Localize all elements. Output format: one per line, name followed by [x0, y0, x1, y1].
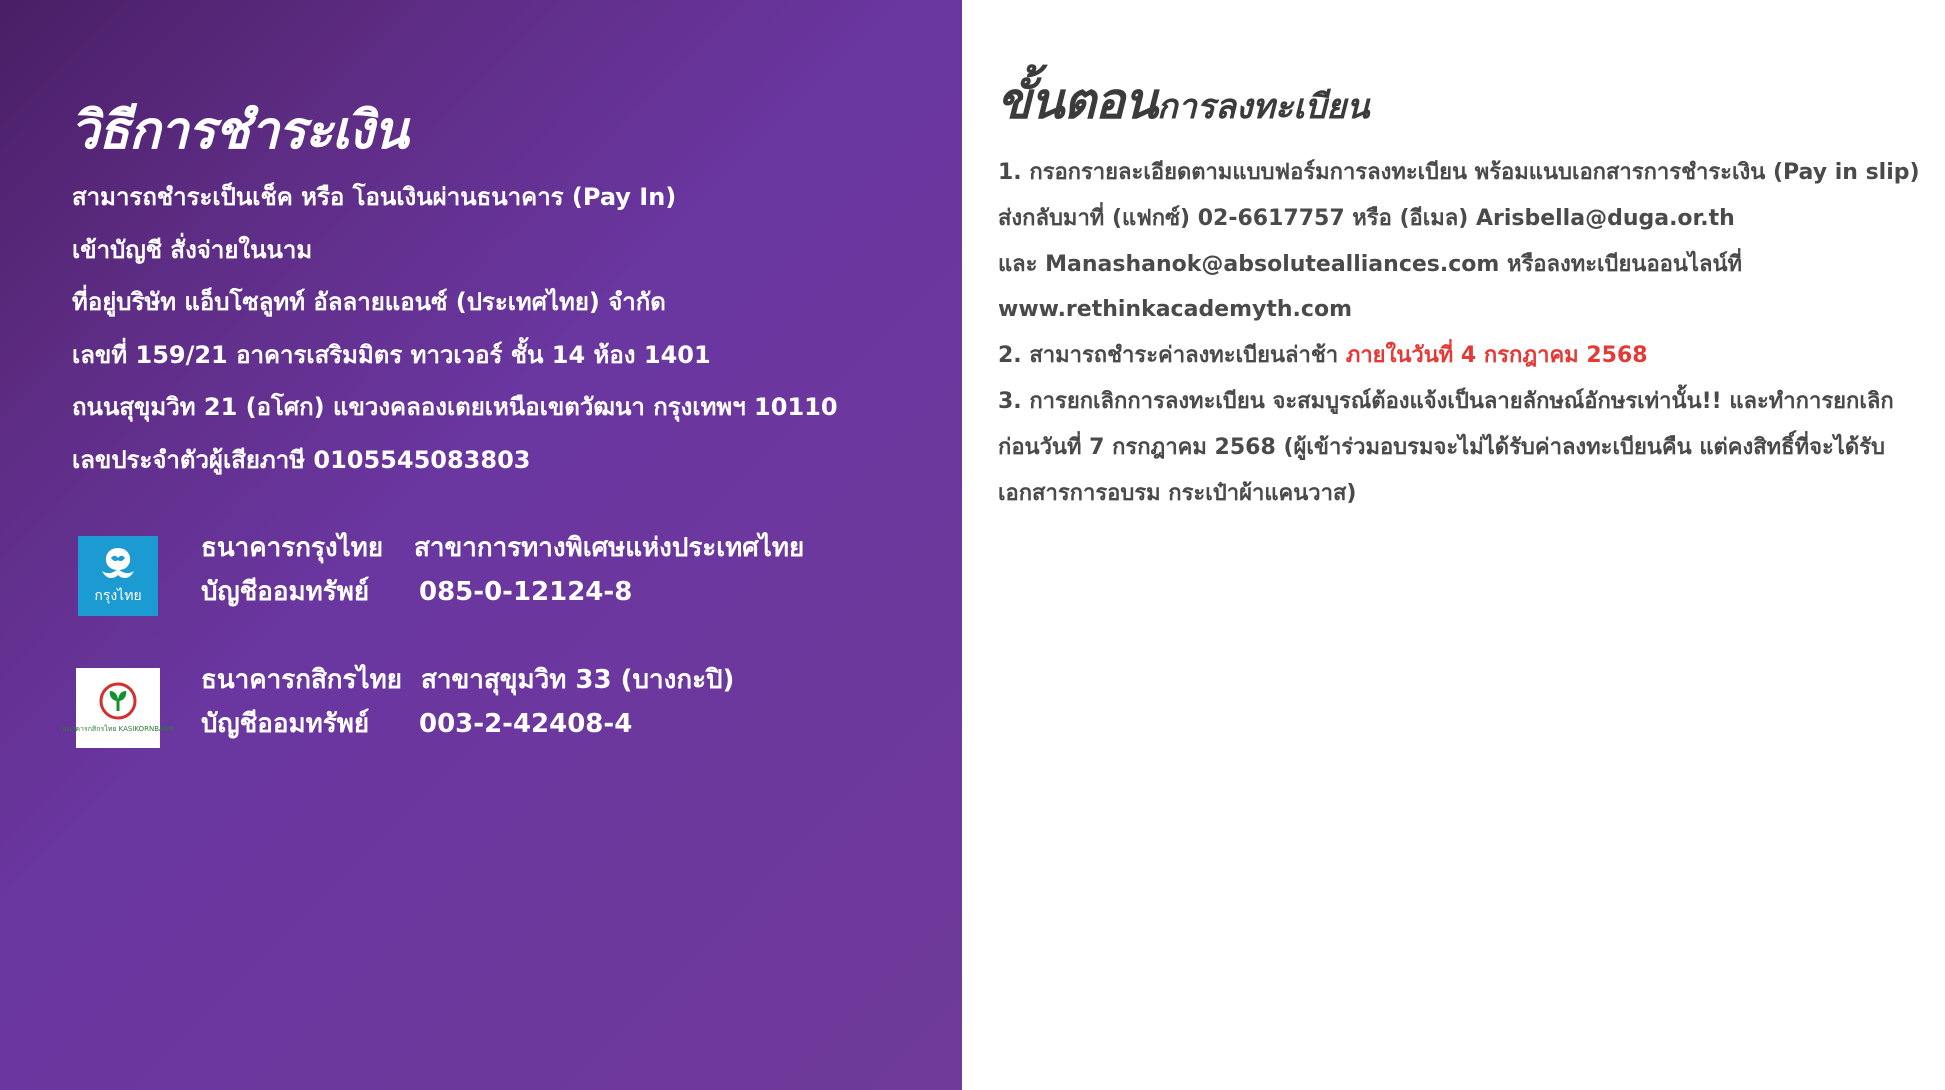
- ktb-logo-text: กรุงไทย: [94, 588, 142, 604]
- step-3-line-2: ก่อนวันที่ 7 กรกฎาคม 2568 (ผู้เข้าร่วมอบรมจะไม่ได้รับค่าลงทะเบียนคืน แต่คงสิทธิ์ที่จะได้รับ: [998, 434, 1885, 460]
- step-2-deadline: ภายในวันที่ 4 กรกฎาคม 2568: [1345, 343, 1648, 369]
- kbank-branch: สาขาสุขุมวิท 33 (บางกะปิ): [421, 665, 735, 695]
- kbank-logo-text: ธนาคารกสิกรไทย KASIKORNBANK: [62, 725, 174, 733]
- ktb-bank-name: ธนาคารกรุงไทย: [201, 533, 384, 563]
- kbank-logo-icon: [62, 668, 174, 748]
- payment-title: วิธีการชำระเงิน: [70, 101, 408, 161]
- payment-line-tax-id: เลขประจำตัวผู้เสียภาษี 0105545083803: [72, 445, 531, 474]
- step-1-website: www.rethinkacademyth.com: [998, 297, 1352, 323]
- bank-kbank: [62, 662, 928, 752]
- payment-line-method: สามารถชำระเป็นเช็ค หรือ โอนเงินผ่านธนาคาร (Pay In): [72, 183, 677, 211]
- payment-line-street: ถนนสุขุมวิท 21 (อโศก) แขวงคลองเตยเหนือเขตวัฒนา กรุงเทพฯ 10110: [72, 393, 838, 422]
- kbank-account-row: [201, 706, 633, 742]
- step-3-line-1: 3. การยกเลิกการลงทะเบียน จะสมบูรณ์ต้องแจ้งเป็นลายลักษณ์อักษรเท่านั้น!! และทำการยกเลิก: [998, 388, 1894, 414]
- registration-title-main: ขั้นตอน: [997, 72, 1158, 130]
- bank-ktb: [78, 530, 928, 620]
- ktb-branch: สาขาการทางพิเศษแห่งประเทศไทย: [414, 533, 805, 563]
- ktb-account-row: [201, 574, 633, 610]
- payment-line-account: เข้าบัญชี สั่งจ่ายในนาม: [72, 235, 313, 264]
- step-3-line-3: เอกสารการอบรม กระเป๋าผ้าแคนวาส): [998, 480, 1357, 506]
- step-2-text: 2. สามารถชำระค่าลงทะเบียนล่าช้า: [998, 343, 1346, 369]
- registration-title: [997, 62, 1369, 141]
- step-1-line-3: และ Manashanok@absolutealliances.com หรือลงทะเบียนออนไลน์ที่: [998, 251, 1743, 277]
- payment-line-company: ที่อยู่บริษัท แอ็บโซลูทท์ อัลลายแอนซ์ (ประเทศไทย) จำกัด: [72, 288, 666, 317]
- registration-steps: [998, 155, 1938, 521]
- ktb-name-row: [201, 530, 805, 566]
- payment-details: [72, 177, 838, 493]
- ktb-bird-icon: [98, 545, 138, 583]
- step-1-line-2: ส่งกลับมาที่ (แฟกซ์) 02-6617757 หรือ (อีเมล) Arisbella@duga.or.th: [998, 205, 1735, 231]
- kbank-account-type: บัญชีออมทรัพย์: [201, 709, 370, 739]
- payment-line-address: เลขที่ 159/21 อาคารเสริมมิตร ทาวเวอร์ ชั้น 14 ห้อง 1401: [72, 340, 711, 369]
- step-1-line-1: 1. กรอกรายละเอียดตามแบบฟอร์มการลงทะเบียน พร้อมแนบเอกสารการชำระเงิน (Pay in slip): [998, 160, 1920, 185]
- registration-title-sub: การลงทะเบียน: [1157, 87, 1370, 127]
- ktb-logo-icon: [78, 536, 158, 616]
- ktb-account-type: บัญชีออมทรัพย์: [201, 577, 370, 607]
- kbank-name-row: [201, 662, 735, 698]
- kbank-account-number: 003-2-42408-4: [419, 709, 633, 739]
- payment-panel: [0, 0, 962, 1090]
- ktb-account-number: 085-0-12124-8: [419, 577, 633, 607]
- registration-panel: [962, 0, 1945, 1090]
- kbank-bank-name: ธนาคารกสิกรไทย: [201, 665, 402, 695]
- step-2-line: [998, 338, 1938, 384]
- kbank-leaf-icon: [98, 681, 138, 721]
